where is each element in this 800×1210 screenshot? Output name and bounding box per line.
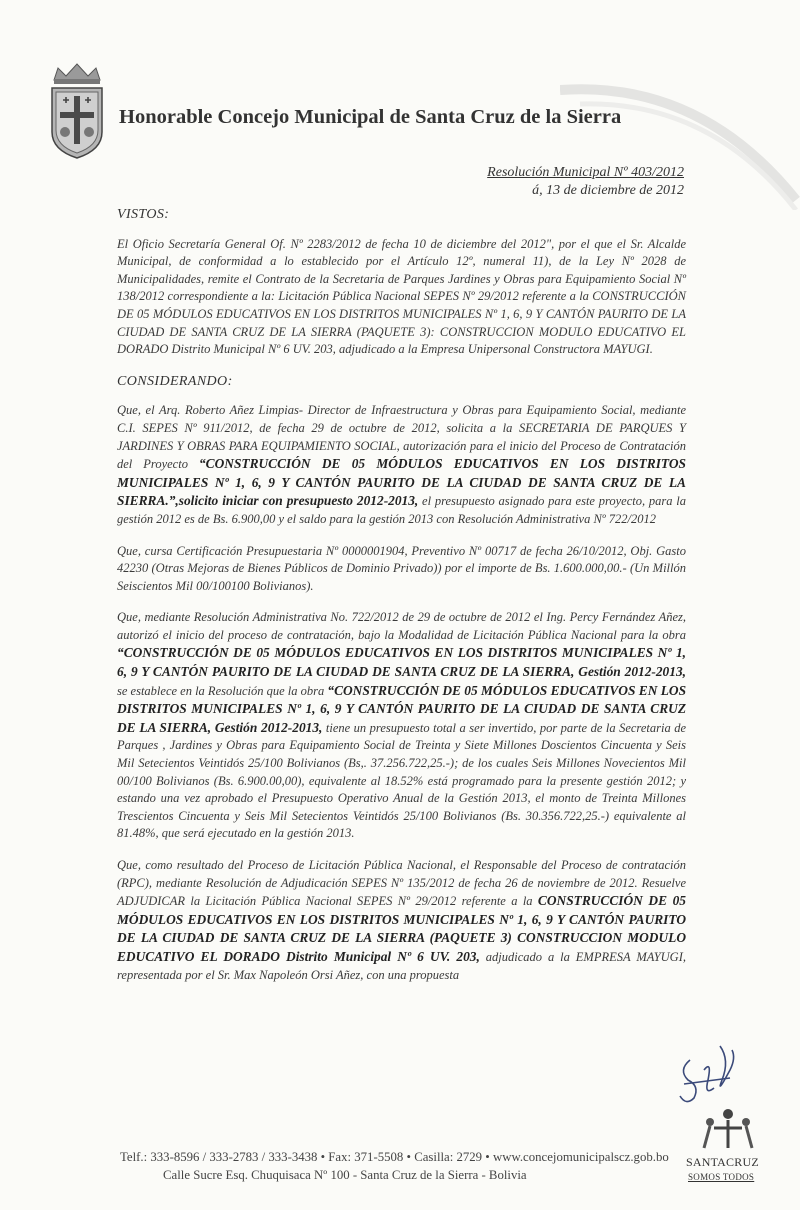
resolution-number: Resolución Municipal Nº 403/2012 [487, 165, 684, 180]
considerando-paragraph-3 [117, 609, 686, 843]
considerando-heading: CONSIDERANDO: [117, 373, 233, 389]
coat-of-arms-icon [46, 62, 108, 160]
resolution-header [487, 164, 684, 200]
considerando-paragraph-2: Que, cursa Certificación Presupuestaria Nº 0000001904, Preventivo Nº 00717 de fecha 26/10/2012, Obj. Gasto 42230 (Otras Mejoras de Bienes Públicos de Dominio Privado)) por el importe de Bs. 1.600.000,00.- (Un Millón Seiscientos Mil 00/100100 Bolivianos). [117, 543, 686, 593]
p3-text-e: tiene un presupuesto total a ser invertido, por parte de la Secretaria de Parques , Jardines y Obras para Equipamiento Social de Treinta y Siete Millones Doscientos Cincuenta y Seis Mil Setecientos Veintidós 25/100 Bolivianos (Bs,. 37.256.722,25.-); de los cuales Seis Millones Novecientos Mil 00/100 Bolivianos (Bs. 6.900.00,00), equivalente al 18.52% está programado para la presente gestión 2012; y estando una vez aprobado el Presupuesto Operativo Anual de la Gestión 2013, el monto de Treinta Millones Trescientos Cincuenta y Seis Mil Setecientos Veintidós 25/100 Bolivianos (Bs. 30.356.722,25.-) equivalente al 81.48%, que será ejecutado en la gestión 2013. [117, 720, 686, 841]
p3-project-title-2: “CONSTRUCCIÓN DE 05 MÓDULOS EDUCATIVOS EN LOS DISTRITOS MUNICIPALES Nº 1, 6, 9 Y CANTÓN PAURITO DE LA CIUDAD DE SANTA CRUZ DE LA SIERRA, Gestión 2012-2013, [117, 682, 687, 735]
considerando-paragraph-4 [117, 857, 686, 984]
p4-project-title: CONSTRUCCIÓN DE 05 MÓDULOS EDUCATIVOS EN LOS DISTRITOS MUNICIPALES Nº 1, 6, 9 Y CANTÓN PAURITO DE LA CIUDAD DE SANTA CRUZ DE LA SIERRA (PAQUETE 3) CONSTRUCCION MODULO EDUCATIVO EL DORADO Distrito Municipal Nº 6 UV. 203, [117, 893, 687, 964]
p1-project-title: “CONSTRUCCIÓN DE 05 MÓDULOS EDUCATIVOS EN LOS DISTRITOS MUNICIPALES Nº 1, 6, 9 Y CANTÓN PAURITO DE LA CIUDAD DE SANTA CRUZ DE LA SIERRA.”,solicito iniciar con presupuesto 2012-2013, [117, 456, 686, 509]
footer-address: Calle Sucre Esq. Chuquisaca Nº 100 - Santa Cruz de la Sierra - Bolivia [163, 1168, 527, 1182]
considerando-paragraph-1 [117, 402, 686, 528]
logo-name: SANTACRUZ [686, 1155, 759, 1169]
p4-text-a: Que, como resultado del Proceso de Licitación Pública Nacional, el Responsable del Proceso de contratación (RPC), mediante Resolución de Adjudicación SEPES Nº 135/2012 de fecha 26 de noviembre de 2012. Resuelve ADJUDICAR la Licitación Pública Nacional SEPES Nº 29/2012 referente a la [117, 858, 686, 909]
footer-contact: Telf.: 333-8596 / 333-2783 / 333-3438 • Fax: 371-5508 • Casilla: 2729 • www.concejomunicipalscz.gob.bo [120, 1150, 669, 1164]
logo-motto: SOMOS TODOS [688, 1172, 755, 1182]
document-body [117, 206, 686, 998]
p3-project-title-1: “CONSTRUCCIÓN DE 05 MÓDULOS EDUCATIVOS EN LOS DISTRITOS MUNICIPALES Nº 1, 6, 9 Y CANTÓN PAURITO DE LA CIUDAD DE SANTA CRUZ DE LA SIERRA, Gestión 2012-2013, [117, 645, 686, 680]
p3-text-a: Que, mediante Resolución Administrativa No. 722/2012 de 29 de octubre de 2012 el Ing. Percy Fernández Añez, autorizó el inicio del proceso de contratación, bajo la Modalidad de Licitación Pública Nacional para la obra [117, 610, 686, 642]
p1-text-c: el presupuesto asignado para este proyecto, para la gestión 2012 es de Bs. 6.900,00 y el saldo para la gestión 2013 con Resolución Administrativa Nº 722/2012 [117, 494, 686, 526]
organization-title: Honorable Concejo Municipal de Santa Cruz de la Sierra [119, 106, 622, 128]
resolution-date: á, 13 de diciembre de 2012 [532, 183, 684, 198]
p3-text-c: se establece en la Resolución que la obra [117, 683, 328, 698]
p4-text-c: adjudicado a la EMPRESA MAYUGI, representada por el Sr. Max Napoleón Orsi Añez, con una propuesta [117, 949, 686, 982]
vistos-heading: VISTOS: [117, 207, 170, 222]
p1-text-a: Que, el Arq. Roberto Añez Limpias- Director de Infraestructura y Obras para Equipamiento Social, mediante C.I. SEPES Nº 911/2012, de fecha 29 de octubre de 2012, solicita a la SECRETARIA DE PARQUES Y JARDINES Y OBRAS PARA EQUIPAMIENTO SOCIAL, autorización para el inicio del Proceso de Contratación del Proyecto [117, 403, 686, 472]
vistos-paragraph: El Oficio Secretaría General Of. Nº 2283/2012 de fecha 10 de diciembre del 2012", por el que el Sr. Alcalde Municipal, de conformidad a lo establecido por el Artículo 12º, numeral 11), de la Ley Nº 2028 de Municipalidades, remite el Contrato de la Secretaria de Parques Jardines y Obras para Equipamiento Social Nº 138/2012 correspondiente a la: Licitación Pública Nacional SEPES Nº 29/2012 referente a la CONSTRUCCIÓN DE 05 MÓDULOS EDUCATIVOS EN LOS DISTRITOS MUNICIPALES Nº 1, 6, 9 Y CANTÓN PAURITO DE LA CIUDAD DE SANTA CRUZ DE LA SIERRA (PAQUETE 3): CONSTRUCCION MODULO EDUCATIVO EL DORADO Distrito Municipal Nº 6 UV. 203, adjudicado a la Empresa Unipersonal Constructora MAYUGI. [117, 236, 686, 357]
